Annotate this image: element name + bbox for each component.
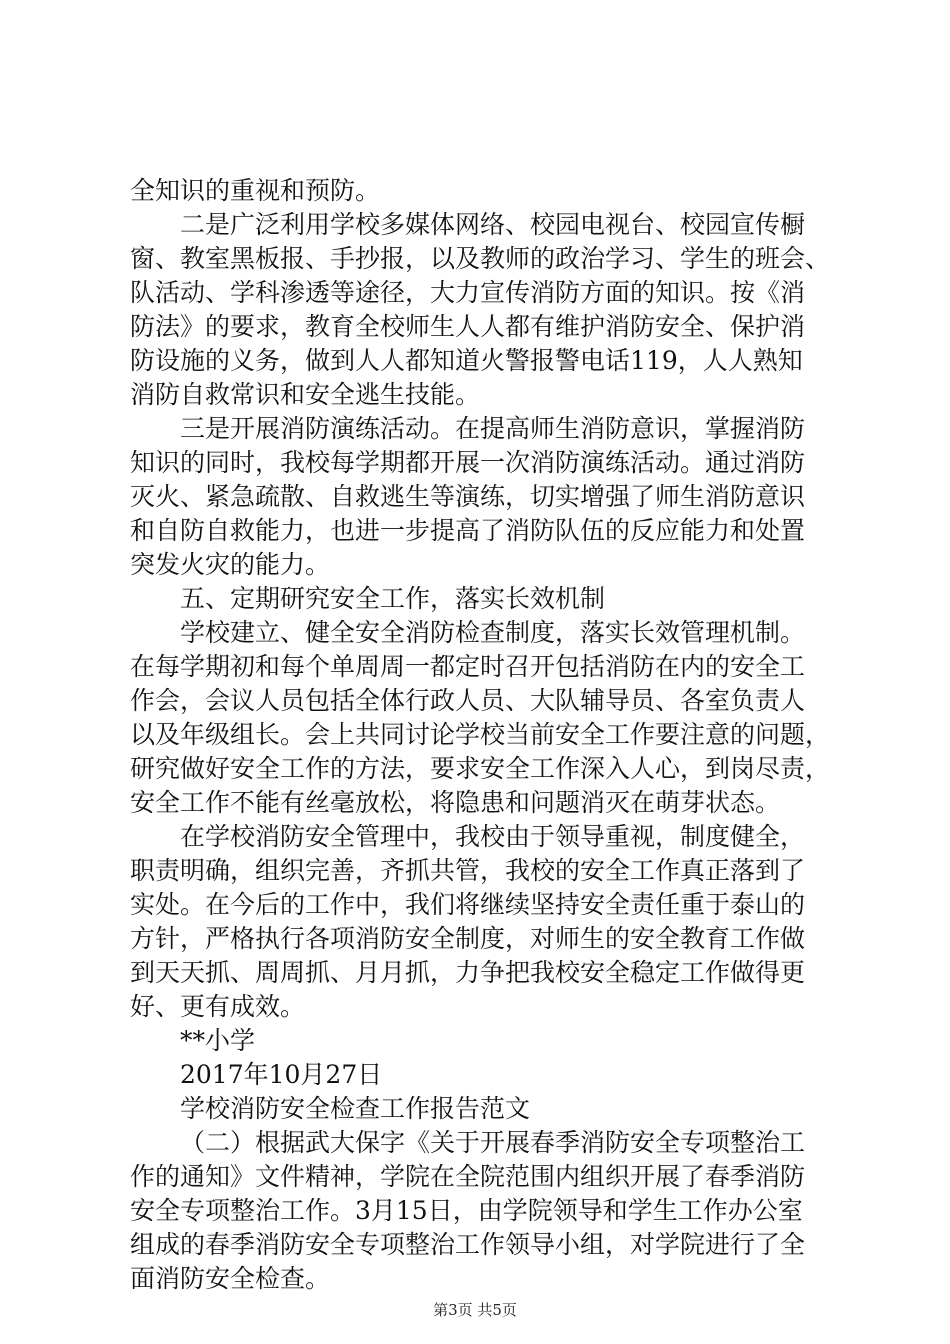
text-line: 学校建立、健全安全消防检查制度，落实长效管理机制。 [180, 618, 806, 647]
text-line: 以及年级组长。会上共同讨论学校当前安全工作要注意的问题， [130, 720, 831, 749]
text-line: 和自防自救能力，也进一步提高了消防队伍的反应能力和处置 [130, 516, 806, 545]
text-line: 在每学期初和每个单周周一都定时召开包括消防在内的安全工 [130, 652, 806, 681]
text-line: 全知识的重视和预防。 [130, 176, 381, 205]
signature-date: 2017年10月27日 [180, 1060, 383, 1089]
text-line: 在学校消防安全管理中，我校由于领导重视，制度健全， [180, 822, 806, 851]
text-line: 职责明确，组织完善，齐抓共管，我校的安全工作真正落到了 [130, 856, 806, 885]
text-line: 研究做好安全工作的方法，要求安全工作深入人心，到岗尽责， [130, 754, 831, 783]
text-line: 防法》的要求，教育全校师生人人都有维护消防安全、保护消 [130, 312, 806, 341]
text-line: 二是广泛利用学校多媒体网络、校园电视台、校园宣传橱 [180, 210, 806, 239]
text-line: 方针，严格执行各项消防安全制度，对师生的安全教育工作做 [130, 924, 806, 953]
text-line: 好、更有成效。 [130, 992, 306, 1021]
text-line: 消防自救常识和安全逃生技能。 [130, 380, 481, 409]
text-line: 防设施的义务，做到人人都知道火警报警电话119，人人熟知 [130, 346, 803, 375]
text-line: 作会，会议人员包括全体行政人员、大队辅导员、各室负责人 [130, 686, 806, 715]
text-line: 队活动、学科渗透等途径，大力宣传消防方面的知识。按《消 [130, 278, 806, 307]
text-line: 到天天抓、周周抓、月月抓，力争把我校安全稳定工作做得更 [130, 958, 806, 987]
text-line: 实处。在今后的工作中，我们将继续坚持安全责任重于泰山的 [130, 890, 806, 919]
page-footer: 第3页 共5页 [433, 1301, 517, 1319]
text-line: 知识的同时，我校每学期都开展一次消防演练活动。通过消防 [130, 448, 806, 477]
text-line: 安全专项整治工作。3月15日，由学院领导和学生工作办公室 [130, 1196, 803, 1225]
text-line: 作的通知》文件精神，学院在全院范围内组织开展了春季消防 [130, 1162, 806, 1191]
signature-school: **小学 [180, 1026, 256, 1055]
text-line: 三是开展消防演练活动。在提高师生消防意识，掌握消防 [180, 414, 806, 443]
document-subtitle: 学校消防安全检查工作报告范文 [180, 1094, 531, 1123]
text-line: 突发火灾的能力。 [130, 550, 331, 579]
text-line: 安全工作不能有丝毫放松，将隐患和问题消灭在萌芽状态。 [130, 788, 781, 817]
text-line: （二）根据武大保字《关于开展春季消防安全专项整治工 [180, 1128, 806, 1157]
text-line: 组成的春季消防安全专项整治工作领导小组，对学院进行了全 [130, 1230, 806, 1259]
text-line: 面消防安全检查。 [130, 1264, 331, 1293]
section-heading: 五、定期研究安全工作，落实长效机制 [180, 584, 606, 613]
text-line: 窗、教室黑板报、手抄报，以及教师的政治学习、学生的班会、 [130, 244, 831, 273]
text-line: 灭火、紧急疏散、自救逃生等演练，切实增强了师生消防意识 [130, 482, 806, 511]
